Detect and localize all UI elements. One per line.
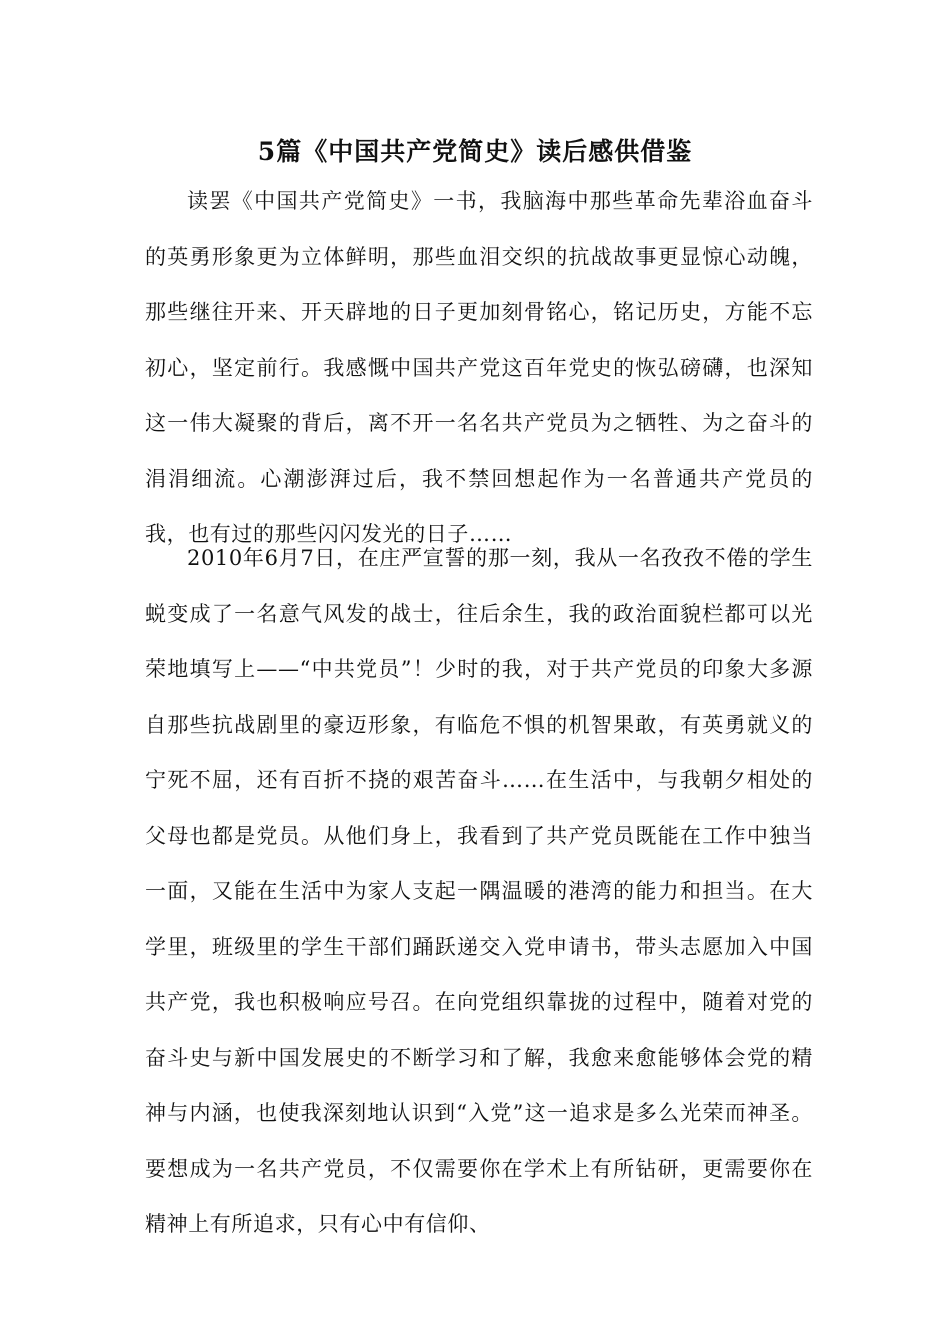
paragraph-2: 2010年6月7日，在庄严宣誓的那一刻，我从一名孜孜不倦的学生蜕变成了一名意气风发的战士，往后余生，我的政治面貌栏都可以光荣地填写上——“中共党员”！少时的我，对于共产党员的印象大多源自那些抗战剧里的豪迈形象，有临危不惧的机智果敢，有英勇就义的宁死不屈，还有百折不挠的艰苦奋斗……在生活中，与我朝夕相处的父母也都是党员。从他们身上，我看到了共产党员既能在工作中独当一面，又能在生活中为家人支起一隅温暖的港湾的能力和担当。在大学里，班级里的学生干部们踊跃递交入党申请书，带头志愿加入中国共产党，我也积极响应号召。在向党组织靠拢的过程中，随着对党的奋斗史与新中国发展史的不断学习和了解，我愈来愈能够体会党的精神与内涵，也使我深刻地认识到“入党”这一追求是多么光荣而神圣。要想成为一名共产党员，不仅需要你在学术上有所钻研，更需要你在精神上有所追求，只有心中有信仰、 bbox=[145, 546, 813, 1236]
paragraph-1: 读罢《中国共产党简史》一书，我脑海中那些革命先辈浴血奋斗的英勇形象更为立体鲜明，那些血泪交织的抗战故事更显惊心动魄，那些继往开来、开天辟地的日子更加刻骨铭心，铭记历史，方能不忘初心，坚定前行。我感慨中国共产党这百年党史的恢弘磅礴，也深知这一伟大凝聚的背后，离不开一名名共产党员为之牺牲、为之奋斗的涓涓细流。心潮澎湃过后，我不禁回想起作为一名普通共产党员的我，也有过的那些闪闪发光的日子…… bbox=[145, 189, 813, 546]
document-title: 5篇《中国共产党简史》读后感供借鉴 bbox=[257, 137, 693, 166]
